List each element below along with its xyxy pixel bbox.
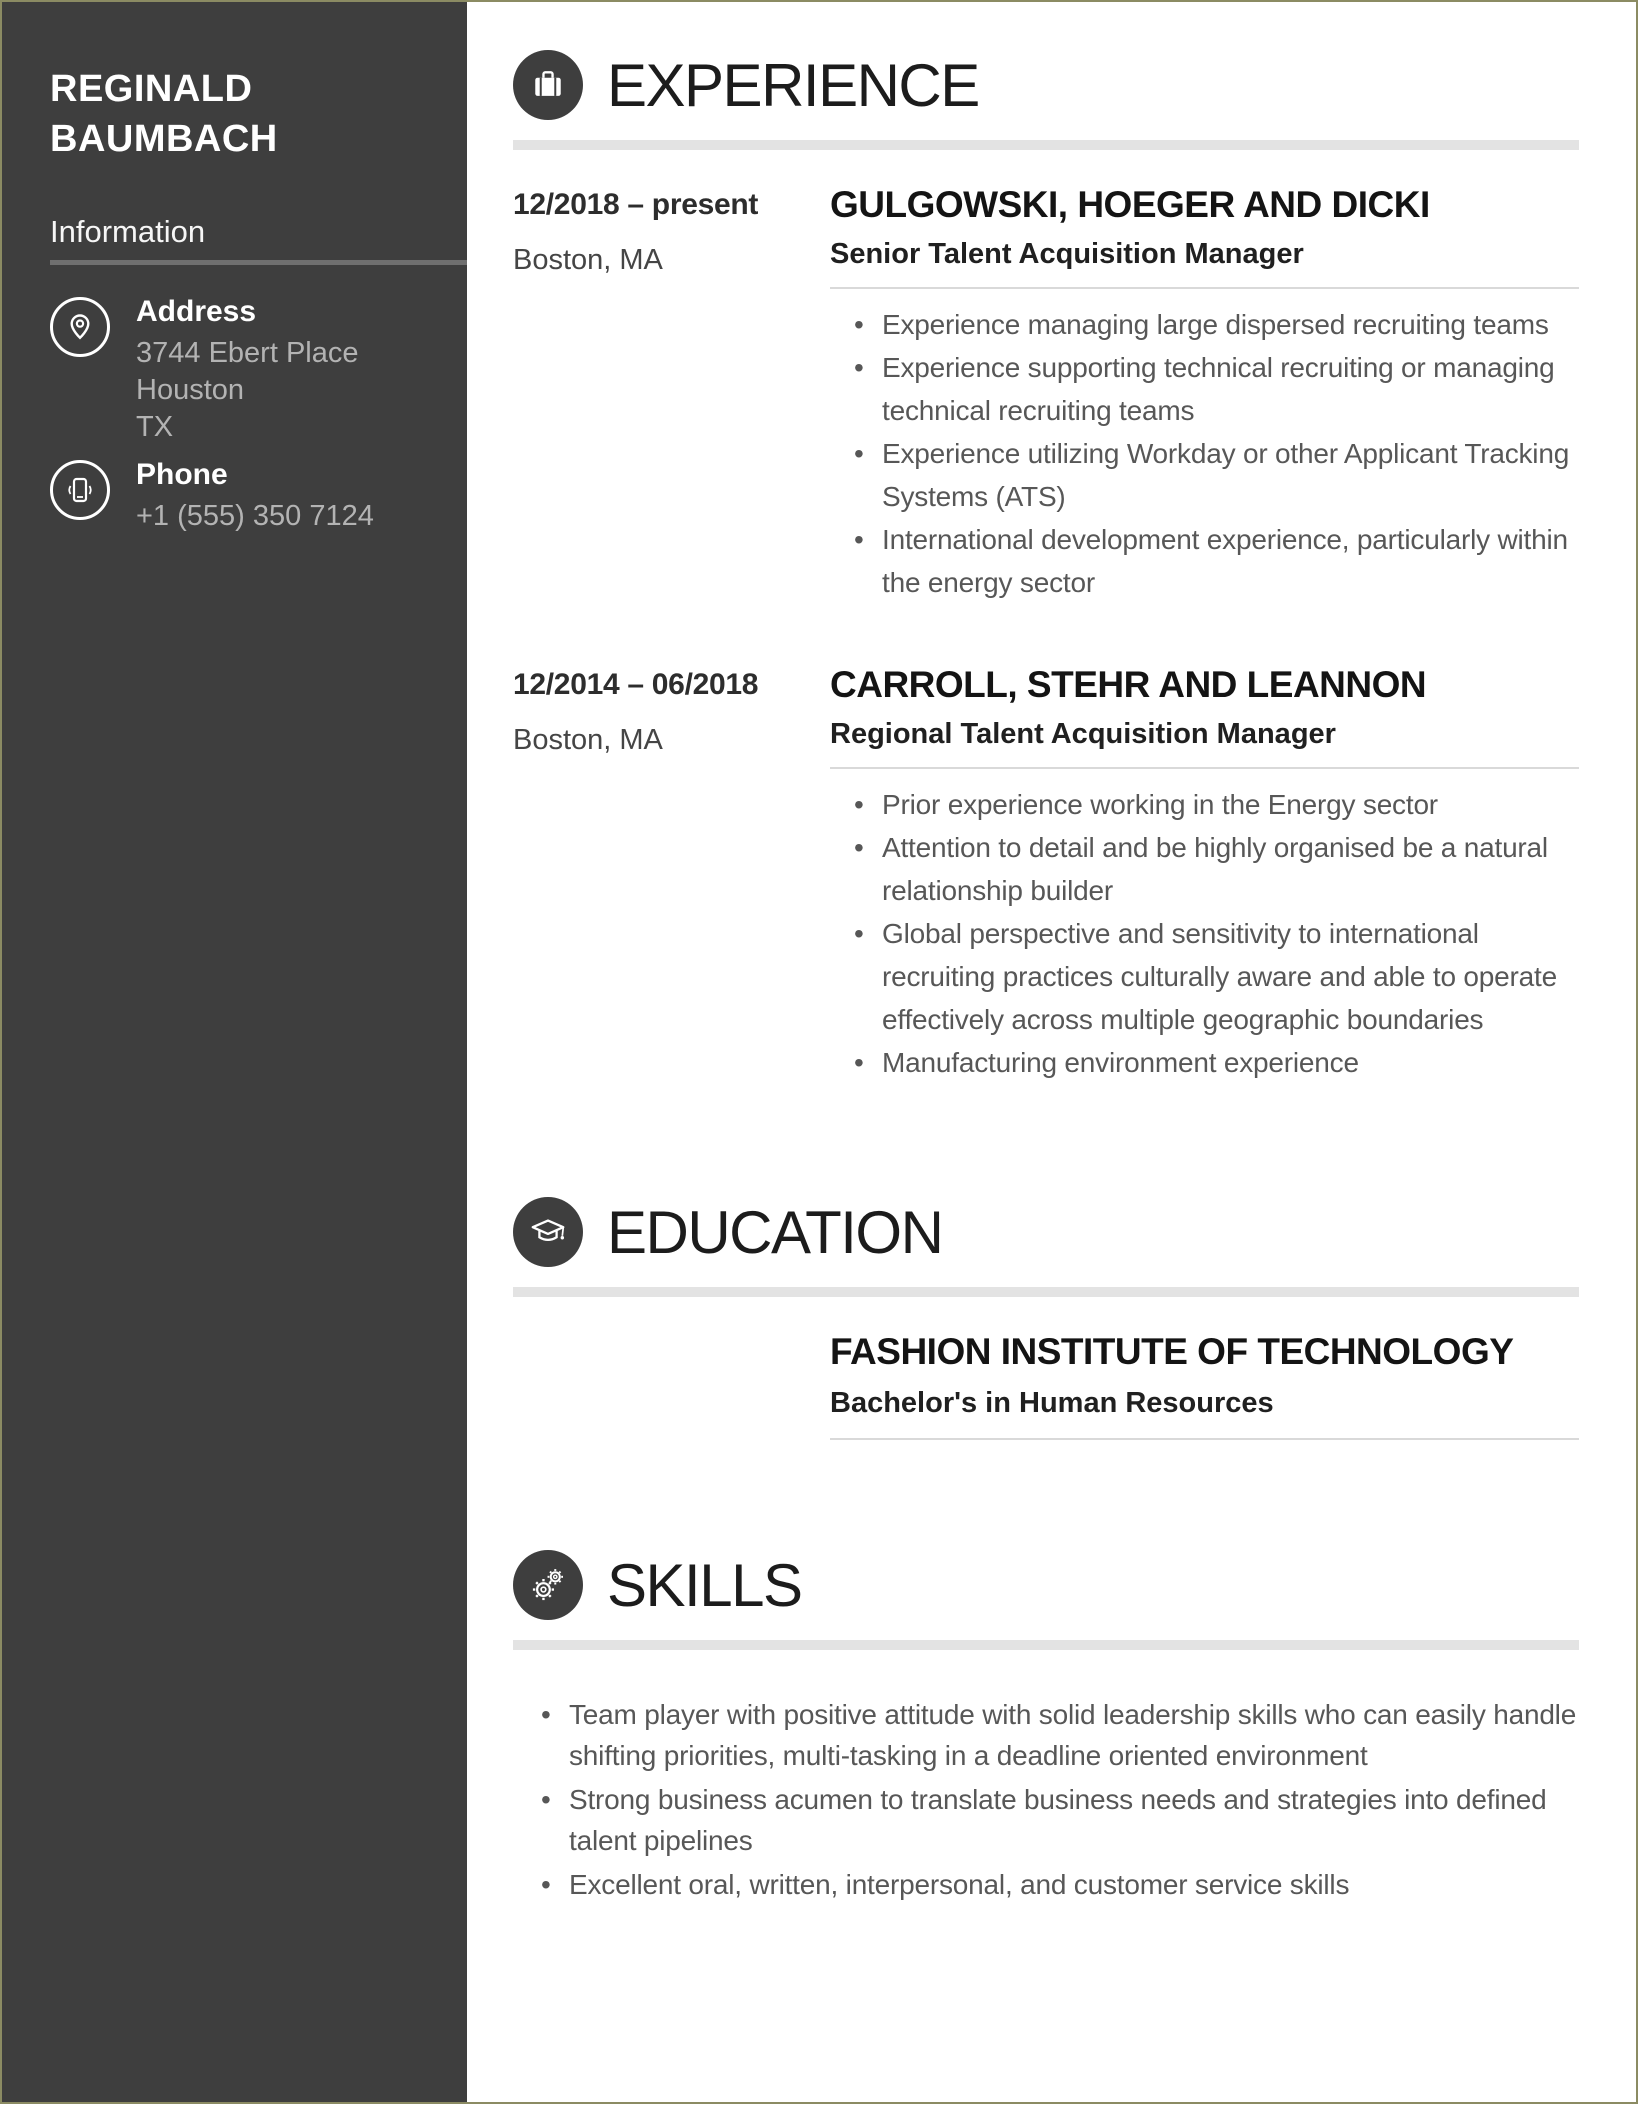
- entry-dates: 12/2018 – present: [513, 188, 759, 221]
- bullet-item: • Strong business acumen to translate business needs and strategies into defined talent pipelines: [513, 1779, 1579, 1861]
- person-name: REGINALD BAUMBACH: [50, 68, 278, 160]
- education-section: [513, 1197, 1579, 1440]
- bullet-item: TX: [136, 411, 174, 443]
- bullet-item: • Global perspective and sensitivity to international recruiting practices culturally aware and able to operate effectively across multiple geographic boundaries: [830, 912, 1579, 1041]
- information-heading: Information: [50, 214, 206, 249]
- education-degree: Bachelor's in Human Resources: [830, 1387, 1274, 1419]
- experience-entry: [513, 184, 1579, 604]
- address-body: [136, 293, 358, 446]
- location-pin-icon: [50, 297, 110, 357]
- phone-item: [50, 456, 467, 535]
- entry-divider: [830, 767, 1579, 769]
- education-entry-divider: [830, 1438, 1579, 1440]
- entry-details: [830, 184, 1579, 604]
- bullet-item: • International development experience, particularly within the energy sector: [830, 518, 1579, 604]
- graduation-cap-icon: [513, 1197, 583, 1267]
- bullet-item: • Excellent oral, written, interpersonal, and customer service skills: [513, 1864, 1579, 1905]
- bullet-item: 3744 Ebert Place: [136, 337, 359, 369]
- skills-header: [513, 1550, 1579, 1620]
- education-entry: [830, 1331, 1579, 1440]
- bullet-item: • Experience supporting technical recruiting or managing technical recruiting teams: [830, 346, 1579, 432]
- address-label: Address: [136, 295, 257, 328]
- information-divider: [50, 260, 467, 265]
- phone-lines: [136, 498, 374, 535]
- education-school: FASHION INSTITUTE OF TECHNOLOGY: [830, 1331, 1514, 1372]
- entry-bullet-list: [830, 303, 1579, 604]
- bullet-item: • Experience utilizing Workday or other Applicant Tracking Systems (ATS): [830, 432, 1579, 518]
- entry-location: Boston, MA: [513, 244, 663, 276]
- address-item: [50, 293, 467, 446]
- experience-section: [513, 50, 1579, 1084]
- mobile-phone-icon: [50, 460, 110, 520]
- phone-body: [136, 456, 374, 535]
- bullet-item: • Manufacturing environment experience: [830, 1041, 1579, 1084]
- experience-title: EXPERIENCE: [607, 51, 979, 119]
- experience-divider-bar: [513, 140, 1579, 150]
- entry-meta: [513, 184, 830, 604]
- education-divider-bar: [513, 1287, 1579, 1297]
- bullet-item: +1 (555) 350 7124: [136, 500, 374, 532]
- entry-divider: [830, 287, 1579, 289]
- entry-location: Boston, MA: [513, 724, 663, 756]
- experience-entry: [513, 664, 1579, 1084]
- entry-meta: [513, 664, 830, 1084]
- entry-company: GULGOWSKI, HOEGER AND DICKI: [830, 184, 1430, 225]
- education-header: [513, 1197, 1579, 1267]
- bullet-item: Houston: [136, 374, 245, 406]
- entry-dates: 12/2014 – 06/2018: [513, 668, 759, 701]
- bullet-item: • Team player with positive attitude with solid leadership skills who can easily handle shifting priorities, multi-tasking in a deadline oriented environment: [513, 1694, 1579, 1776]
- bullet-item: • Prior experience working in the Energy sector: [830, 783, 1579, 826]
- bullet-item: • Experience managing large dispersed recruiting teams: [830, 303, 1579, 346]
- phone-label: Phone: [136, 458, 228, 491]
- experience-header: [513, 50, 1579, 120]
- address-lines: [136, 335, 358, 446]
- entry-details: [830, 664, 1579, 1084]
- skills-section: [513, 1550, 1579, 1905]
- skills-title: SKILLS: [607, 1551, 802, 1619]
- entry-company: CARROLL, STEHR AND LEANNON: [830, 664, 1427, 705]
- entry-role: Senior Talent Acquisition Manager: [830, 238, 1304, 270]
- education-title: EDUCATION: [607, 1198, 943, 1266]
- briefcase-icon: [513, 50, 583, 120]
- entry-role: Regional Talent Acquisition Manager: [830, 718, 1336, 750]
- sidebar: [2, 2, 467, 2102]
- entry-bullet-list: [830, 783, 1579, 1084]
- skills-divider-bar: [513, 1640, 1579, 1650]
- skills-bullet-list: [513, 1694, 1579, 1905]
- bullet-item: • Attention to detail and be highly organised be a natural relationship builder: [830, 826, 1579, 912]
- gears-icon: [513, 1550, 583, 1620]
